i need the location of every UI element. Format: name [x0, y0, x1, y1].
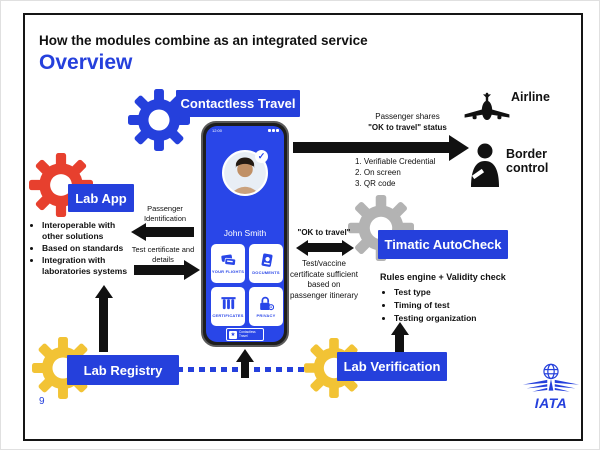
- arrow-to-phone: [241, 362, 249, 378]
- badge-logo-icon: ★: [230, 331, 236, 338]
- ok-to-travel-label: "OK to travel": [297, 228, 351, 237]
- slide: [23, 13, 583, 441]
- tile-privacy: PRIVACY: [249, 287, 283, 326]
- tile-certificates: CERTIFICATES: [211, 287, 245, 326]
- passenger-identification-label: Passenger Identification: [143, 204, 187, 223]
- test-tubes-icon: [220, 296, 237, 311]
- arrow-test-certificate: [134, 265, 184, 275]
- tile-documents: DOCUMENTS: [249, 244, 283, 283]
- share-status-text: Passenger shares "OK to travel" status: [368, 112, 447, 132]
- iata-logo: [519, 363, 583, 411]
- iata-label: IATA: [534, 395, 568, 411]
- contactless-travel-badge: ★ Contactless Travel: [226, 328, 264, 341]
- share-methods-list: 1. Verifiable Credential 2. On screen 3. QR code: [355, 157, 436, 188]
- arrow-ok-to-travel: [308, 243, 342, 252]
- arrow-lab-verification-to-timatic: [395, 335, 404, 353]
- slide-title: How the modules combine as an integrated service: [39, 33, 368, 48]
- lab-verification-box: Lab Verification: [337, 352, 447, 381]
- lab-app-bullets: • Interoperable with other solutions • Based on standards • Integration with laboratories systems: [33, 220, 135, 278]
- slide-subtitle: Overview: [39, 51, 133, 74]
- phone-app-tiles: [211, 244, 283, 326]
- lab-app-box: Lab App: [68, 184, 134, 212]
- page-number: 9: [39, 396, 45, 407]
- airline-label: Airline: [511, 90, 550, 104]
- test-certificate-label: Test certificate and details: [131, 245, 195, 264]
- iata-winged-globe-icon: [520, 363, 582, 393]
- phone-user-name: John Smith: [223, 228, 267, 238]
- phone-status-icons: [268, 129, 279, 132]
- lab-registry-box: Lab Registry: [67, 355, 179, 385]
- border-control-officer-icon: [468, 143, 502, 187]
- arrow-share-status: [293, 142, 449, 153]
- phone-screen: [206, 126, 284, 342]
- phone-status-time: 12:00: [212, 128, 223, 133]
- contactless-travel-box: Contactless Travel: [176, 90, 300, 117]
- rules-engine-heading: Rules engine + Validity check: [380, 272, 506, 282]
- timatic-autocheck-box: Timatic AutoCheck: [378, 230, 508, 259]
- lock-gear-icon: [258, 296, 274, 311]
- arrow-passenger-identification: [146, 227, 194, 237]
- test-vaccine-note: Test/vaccine certificate sufficient based on passenger itinerary: [289, 259, 359, 300]
- arrow-lab-registry-to-lab-app: [99, 298, 108, 352]
- verified-check-icon: ✓: [255, 150, 268, 163]
- document-icon: [258, 253, 274, 268]
- timatic-bullets: • Test type • Timing of test • Testing organization: [385, 286, 525, 325]
- smartphone: [201, 121, 289, 347]
- tickets-icon: [220, 253, 237, 267]
- tile-your-flights: YOUR FLIGHTS: [211, 244, 245, 283]
- border-control-label: Border control: [506, 147, 549, 175]
- airplane-icon: [463, 91, 511, 125]
